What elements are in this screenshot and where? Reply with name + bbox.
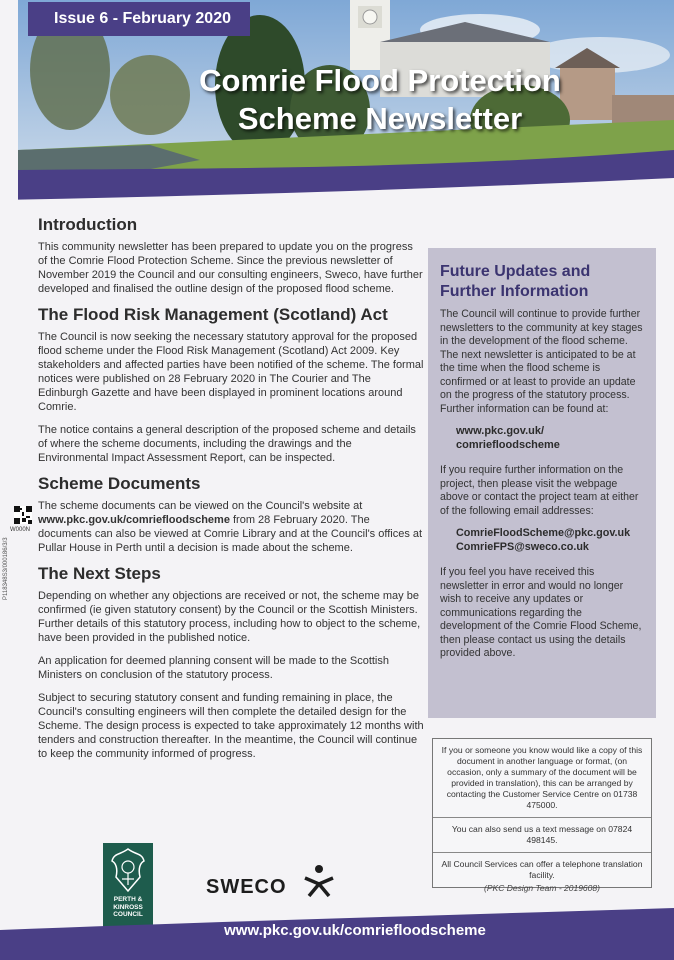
design-credit: (PKC Design Team - 2019608) (484, 883, 600, 893)
next-steps-heading: The Next Steps (38, 564, 161, 583)
scheme-documents-text-b: from 28 February 2020. The documents can also be viewed at Comrie Library and at the Council's offices at Pullar House in Perth until a decision is made about the scheme. (38, 514, 423, 554)
section-next-steps (38, 564, 424, 761)
introduction-heading: Introduction (38, 215, 138, 234)
next-steps-text-1: Depending on whether any objections are received or not, the scheme may be confirmed (ie given statutory consent) by the Council or the Scottish Ministers. Further details of this statutory process, including how to object to the scheme, have been provided in the published notice. (38, 590, 421, 644)
scheme-web-link-line-2: comriefloodscheme (456, 439, 560, 451)
email-pkc[interactable]: ComrieFloodScheme@pkc.gov.uk (456, 527, 631, 539)
section-scheme-documents (38, 474, 424, 555)
scheme-documents-url[interactable]: www.pkc.gov.uk/comriefloodscheme (38, 514, 230, 526)
section-flood-act (38, 305, 424, 465)
scheme-documents-text-a: The scheme documents can be viewed on the Council's website at (38, 500, 363, 512)
sweco-figure-icon (302, 864, 336, 898)
council-logo-line-1: PERTH & (113, 896, 143, 903)
future-updates-heading: Future Updates and Further Information (440, 263, 591, 300)
title-line-2: Scheme Newsletter (237, 101, 523, 136)
council-logo-line-3: COUNCIL (113, 911, 143, 918)
footer-url-link[interactable]: www.pkc.gov.uk/comriefloodscheme (224, 922, 486, 939)
email-sweco[interactable]: ComrieFPS@sweco.co.uk (456, 541, 589, 553)
qr-code-label: W000N (10, 527, 31, 533)
introduction-text: This community newsletter has been prepared to update you on the progress of the Comrie Flood Protection Scheme. Since the previous newsletter of November 2019 the Council and our consulting engineers, Sweco, have further developed and finalised the outline design of the proposed flood scheme. (38, 241, 423, 295)
scheme-web-link-line-1: www.pkc.gov.uk/ (456, 425, 545, 437)
flood-act-text-1: The Council is now seeking the necessary statutory approval for the proposed flood scheme under the Flood Risk Management (Scotland) Act 2009. Key stakeholders and affected parties have been notified of the scheme. The formal notices were published on 28 February 2020 in The Courier and The Edinburgh Gazette and have been displayed in prominent locations around Comrie. (38, 331, 424, 413)
qr-code-icon (14, 506, 32, 524)
contact-text: If you require further information on the project, then please visit the webpage above or contact the project team at either of the following email addresses: (440, 464, 639, 517)
scheme-documents-text (38, 499, 424, 555)
accessibility-info-box (432, 738, 652, 888)
translation-text: All Council Services can offer a telephone translation facility. (441, 859, 643, 880)
flood-act-text-2: The notice contains a general description of the proposed scheme and details of where the scheme documents, including the drawings and the Environmental Impact Assessment Report, can be inspected. (38, 424, 416, 464)
section-introduction (38, 215, 424, 296)
text-message-text: You can also send us a text message on 07824 498145. (433, 818, 651, 853)
opt-out-text: If you feel you have received this newsletter in error and would no longer wish to receive any updates or communications regarding the development of the Comrie Flood Scheme, then please contact us using the details provided above. (440, 566, 642, 659)
scheme-documents-heading: Scheme Documents (38, 474, 201, 493)
title-line-1: Comrie Flood Protection (199, 63, 561, 98)
newsletter-title (120, 62, 640, 138)
council-logo-line-2: KINROSS (113, 903, 143, 911)
header-photo (0, 0, 674, 215)
alternative-format-text: If you or someone you know would like a copy of this document in another language or format, (on occasion, only a summary of the document will be provided in translation), this can be arranged by contacting the Customer Service Centre on 01738 475000. (433, 739, 651, 818)
future-updates-box (428, 248, 656, 718)
email-list (456, 526, 644, 554)
scheme-web-link[interactable] (456, 424, 644, 452)
main-column (38, 215, 424, 770)
issue-label: Issue 6 - February 2020 (28, 2, 250, 36)
next-steps-text-3: Subject to securing statutory consent and funding remaining in place, the Council's consulting engineers will then complete the detailed design for the Scheme. The design process is expected to take approximately 12 months with tenders and construction thereafter. In the meantime, the Council will continue to keep the community informed of progress. (38, 692, 424, 760)
next-steps-text-2: An application for deemed planning consent will be made to the Scottish Ministers on conclusion of the statutory process. (38, 655, 389, 681)
council-crest-icon (110, 847, 146, 893)
future-updates-text: The Council will continue to provide further newsletters to the community at key stages in the development of the flood scheme. The next newsletter is anticipated to be at the time when the flood scheme is confirmed or at least to provide an update on the progress of the statutory process. Further information can be found at: (440, 308, 643, 415)
flood-act-heading: The Flood Risk Management (Scotland) Act (38, 305, 388, 324)
side-print-code: P118348S3/000186/3/3 (3, 537, 9, 600)
sweco-logo-text: SWECO (206, 876, 287, 898)
